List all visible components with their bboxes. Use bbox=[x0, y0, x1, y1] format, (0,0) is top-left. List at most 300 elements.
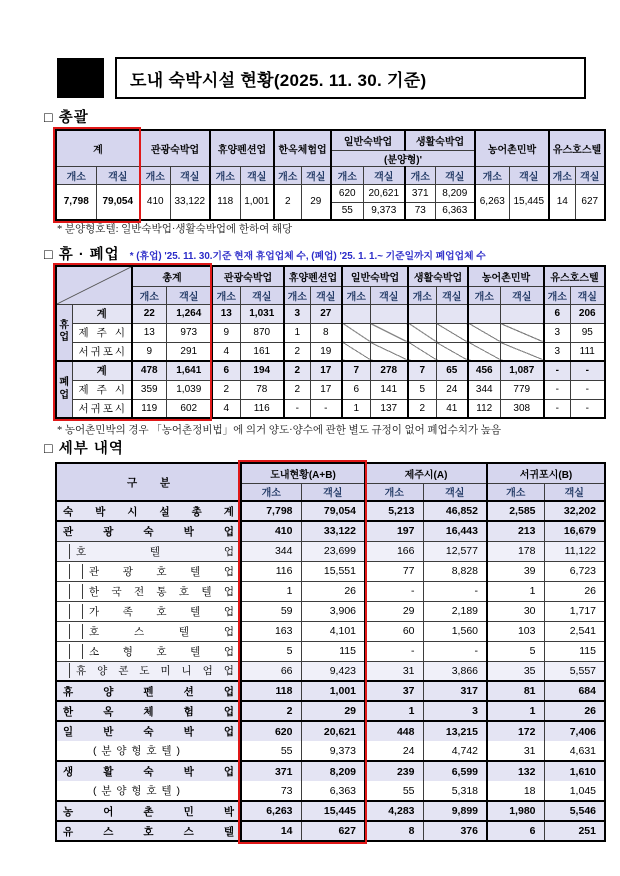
unit-header: 개소 bbox=[274, 166, 301, 184]
unit-header: 개소 bbox=[56, 166, 96, 184]
value-cell: 27 bbox=[310, 304, 342, 323]
value-cell: 2 bbox=[241, 701, 301, 721]
corner-header bbox=[56, 463, 241, 501]
column-header: 유스호스텔 bbox=[544, 266, 605, 286]
unit-header: 객실 bbox=[509, 166, 549, 184]
value-cell: 4,631 bbox=[544, 741, 605, 761]
value-cell: 18 bbox=[487, 781, 544, 801]
value-cell: 11,122 bbox=[544, 541, 605, 561]
unit-header: 개소 bbox=[549, 166, 575, 184]
value-cell: 79,054 bbox=[301, 501, 365, 521]
value-cell: 278 bbox=[370, 361, 408, 380]
title-block bbox=[57, 57, 586, 99]
indent-line bbox=[57, 584, 70, 599]
table-row bbox=[56, 781, 605, 801]
na-cell bbox=[500, 323, 544, 342]
row-label-wrap bbox=[57, 783, 240, 798]
na-cell bbox=[436, 304, 468, 323]
value-cell: 17 bbox=[310, 380, 342, 399]
table-cell bbox=[56, 166, 605, 184]
value-cell: 46,852 bbox=[423, 501, 487, 521]
value-cell: 116 bbox=[241, 561, 301, 581]
value-cell: 26 bbox=[301, 581, 365, 601]
unit-header: 객실 bbox=[500, 286, 544, 304]
table-row bbox=[56, 621, 605, 641]
unit-header: 개소 bbox=[331, 166, 363, 184]
row-label bbox=[56, 701, 241, 721]
na-cell bbox=[370, 304, 408, 323]
unit-header: 객실 bbox=[570, 286, 605, 304]
value-cell: 317 bbox=[423, 681, 487, 701]
cell-label: 서 귀 포 시 bbox=[78, 345, 125, 358]
value-cell: 9 bbox=[132, 342, 166, 361]
value-cell: 35 bbox=[487, 661, 544, 681]
unit-header: 객실 bbox=[301, 483, 365, 501]
value-cell: 1 bbox=[487, 701, 544, 721]
row-label-wrap bbox=[57, 824, 240, 839]
value-cell: 116 bbox=[240, 399, 284, 418]
value-cell: 620 bbox=[241, 721, 301, 741]
row-label bbox=[56, 781, 241, 801]
cell-label: 생 활 숙 박 업 bbox=[63, 766, 234, 778]
value-cell: 6,599 bbox=[423, 761, 487, 781]
cell-label: 호 텔 업 bbox=[76, 545, 234, 558]
value-cell: 19 bbox=[310, 342, 342, 361]
value-cell: 9,423 bbox=[301, 661, 365, 681]
na-cell bbox=[342, 342, 370, 361]
cell-label: 숙 박 시 설 총 계 bbox=[63, 505, 234, 518]
table-row bbox=[56, 601, 605, 621]
value-cell: 24 bbox=[365, 741, 423, 761]
value-cell: 78 bbox=[240, 380, 284, 399]
na-cell bbox=[408, 323, 436, 342]
row-label-wrap bbox=[73, 401, 132, 416]
row-label bbox=[56, 521, 241, 541]
table-row bbox=[56, 342, 605, 361]
value-cell: 410 bbox=[140, 184, 170, 220]
table-row bbox=[56, 641, 605, 661]
cell-label: 한 국 전 통 호 텔 업 bbox=[89, 585, 234, 598]
row-label bbox=[56, 761, 241, 781]
value-cell: 3 bbox=[284, 304, 310, 323]
detail-section-heading: □ 세부 내역 bbox=[44, 441, 124, 457]
value-cell: 163 bbox=[241, 621, 301, 641]
unit-header: 객실 bbox=[575, 166, 605, 184]
column-header: 유스호스텔 bbox=[549, 130, 605, 166]
unit-header: 객실 bbox=[423, 483, 487, 501]
value-cell: 5,318 bbox=[423, 781, 487, 801]
value-cell: 166 bbox=[365, 541, 423, 561]
row-label-wrap bbox=[57, 644, 240, 659]
value-cell: 194 bbox=[240, 361, 284, 380]
unit-header: 개소 bbox=[365, 483, 423, 501]
value-cell: 371 bbox=[241, 761, 301, 781]
value-cell: 6 bbox=[487, 821, 544, 841]
value-cell: 14 bbox=[241, 821, 301, 841]
row-label-wrap bbox=[57, 804, 240, 819]
table-body bbox=[56, 304, 605, 418]
value-cell: 1,001 bbox=[301, 681, 365, 701]
value-cell: 3 bbox=[544, 323, 570, 342]
value-cell: 5,213 bbox=[365, 501, 423, 521]
indent-line bbox=[70, 604, 83, 619]
value-cell: 251 bbox=[544, 821, 605, 841]
value-cell: 9,373 bbox=[363, 202, 405, 220]
cell-label: 휴 양 콘 도 미 니 엄 업 bbox=[76, 665, 234, 678]
value-cell: 2,585 bbox=[487, 501, 544, 521]
cell-label: 관 광 호 텔 업 bbox=[89, 565, 234, 578]
value-cell: 2 bbox=[274, 184, 301, 220]
value-cell: 8 bbox=[310, 323, 342, 342]
value-cell: 213 bbox=[487, 521, 544, 541]
value-cell: 1,264 bbox=[166, 304, 212, 323]
cell-label: 일 반 숙 박 업 bbox=[63, 726, 234, 738]
value-cell: 115 bbox=[301, 641, 365, 661]
value-cell: 3,866 bbox=[423, 661, 487, 681]
unit-header: 개소 bbox=[210, 166, 240, 184]
value-cell: 137 bbox=[370, 399, 408, 418]
cell-label: 서 귀 포 시 bbox=[78, 402, 125, 415]
column-header: 관광숙박업 bbox=[212, 266, 284, 286]
value-cell: 239 bbox=[365, 761, 423, 781]
value-cell: 31 bbox=[487, 741, 544, 761]
value-cell: 95 bbox=[570, 323, 605, 342]
corner-diagonal-cell bbox=[56, 266, 132, 304]
row-label-wrap bbox=[57, 524, 240, 539]
indent-line bbox=[57, 604, 70, 619]
value-cell: 4,283 bbox=[365, 801, 423, 821]
value-cell: - bbox=[423, 641, 487, 661]
row-label-wrap bbox=[73, 382, 132, 397]
value-cell: 2,541 bbox=[544, 621, 605, 641]
value-cell: 16,679 bbox=[544, 521, 605, 541]
na-cell bbox=[436, 323, 468, 342]
value-cell: 79,054 bbox=[96, 184, 140, 220]
value-cell: 206 bbox=[570, 304, 605, 323]
value-cell: - bbox=[544, 361, 570, 380]
indent-line bbox=[57, 564, 70, 579]
table-head bbox=[56, 463, 605, 501]
value-cell: 15,445 bbox=[509, 184, 549, 220]
footnote-overview: * 분양형호텔: 일반숙박업·생활숙박업에 한하여 해당 bbox=[57, 224, 293, 235]
value-cell: 1 bbox=[241, 581, 301, 601]
unit-header: 개소 bbox=[284, 286, 310, 304]
value-cell: 20,621 bbox=[363, 184, 405, 202]
group-label: 휴업 bbox=[56, 304, 72, 361]
value-cell: 13,215 bbox=[423, 721, 487, 741]
cell-label: 구 분 bbox=[127, 476, 170, 489]
value-cell: 13 bbox=[132, 323, 166, 342]
value-cell: 684 bbox=[544, 681, 605, 701]
row-label-wrap bbox=[57, 544, 240, 559]
row-label-wrap bbox=[73, 363, 132, 378]
row-label bbox=[72, 361, 132, 380]
value-cell: 371 bbox=[405, 184, 435, 202]
value-cell: 9,899 bbox=[423, 801, 487, 821]
footnote-closure: * 농어촌민박의 경우 「농어촌정비법」에 의거 양도·양수에 관한 별도 규정이 없어 폐업수치가 높음 bbox=[57, 425, 502, 436]
value-cell: 9 bbox=[212, 323, 240, 342]
value-cell: 17 bbox=[310, 361, 342, 380]
table-row bbox=[56, 661, 605, 681]
na-cell bbox=[370, 342, 408, 361]
value-cell: 55 bbox=[331, 202, 363, 220]
row-label bbox=[56, 601, 241, 621]
black-square-icon bbox=[57, 58, 104, 98]
table-row bbox=[56, 581, 605, 601]
value-cell: 197 bbox=[365, 521, 423, 541]
value-cell: 66 bbox=[241, 661, 301, 681]
unit-header: 객실 bbox=[166, 286, 212, 304]
table-body bbox=[56, 184, 605, 220]
unit-header: 개소 bbox=[544, 286, 570, 304]
overview-table bbox=[55, 129, 606, 221]
value-cell: 410 bbox=[241, 521, 301, 541]
value-cell: 6,363 bbox=[435, 202, 475, 220]
value-cell: - bbox=[544, 399, 570, 418]
value-cell: 3 bbox=[423, 701, 487, 721]
table-row bbox=[56, 721, 605, 741]
value-cell: 29 bbox=[301, 701, 365, 721]
value-cell: 344 bbox=[468, 380, 500, 399]
row-label-wrap bbox=[57, 704, 240, 719]
column-header: 관광숙박업 bbox=[140, 130, 210, 166]
table-cell bbox=[56, 463, 605, 483]
unit-header: 개소 bbox=[241, 483, 301, 501]
corner-header-wrap bbox=[57, 475, 240, 490]
value-cell: 478 bbox=[132, 361, 166, 380]
row-label bbox=[72, 323, 132, 342]
value-cell: - bbox=[365, 581, 423, 601]
row-label bbox=[56, 801, 241, 821]
unit-header: 객실 bbox=[435, 166, 475, 184]
closure-section-heading: □ 휴 · 폐업 bbox=[44, 247, 120, 263]
value-cell: 29 bbox=[301, 184, 331, 220]
value-cell: 1,980 bbox=[487, 801, 544, 821]
value-cell: 4,101 bbox=[301, 621, 365, 641]
value-cell: 112 bbox=[468, 399, 500, 418]
cell-label: 계 bbox=[96, 308, 107, 320]
closure-table bbox=[55, 265, 606, 419]
value-cell: 7 bbox=[408, 361, 436, 380]
value-cell: 1,087 bbox=[500, 361, 544, 380]
value-cell: 23,699 bbox=[301, 541, 365, 561]
row-label bbox=[56, 641, 241, 661]
na-cell bbox=[500, 342, 544, 361]
row-label bbox=[56, 681, 241, 701]
cell-label: 제 주 시 bbox=[78, 384, 125, 396]
unit-header: 객실 bbox=[170, 166, 210, 184]
value-cell: 6 bbox=[342, 380, 370, 399]
row-label bbox=[72, 399, 132, 418]
value-cell: 118 bbox=[210, 184, 240, 220]
cell-label: 유 스 호 스 텔 bbox=[63, 825, 234, 838]
row-label bbox=[56, 581, 241, 601]
value-cell: 103 bbox=[487, 621, 544, 641]
column-header: 한옥체험업 bbox=[274, 130, 331, 166]
column-header: 계 bbox=[56, 130, 140, 166]
unit-header: 개소 bbox=[487, 483, 544, 501]
table-row bbox=[56, 361, 605, 380]
value-cell: 2,189 bbox=[423, 601, 487, 621]
value-cell: 5 bbox=[408, 380, 436, 399]
value-cell: 6,363 bbox=[301, 781, 365, 801]
unit-header: 객실 bbox=[96, 166, 140, 184]
value-cell: 26 bbox=[544, 701, 605, 721]
unit-header: 개소 bbox=[405, 166, 435, 184]
table-row bbox=[56, 761, 605, 781]
unit-header: 개소 bbox=[342, 286, 370, 304]
row-label-wrap bbox=[73, 344, 132, 359]
row-label bbox=[56, 501, 241, 521]
na-cell bbox=[370, 323, 408, 342]
column-header: 농어촌민박 bbox=[468, 266, 544, 286]
value-cell: 4 bbox=[212, 342, 240, 361]
column-header: 총계 bbox=[132, 266, 212, 286]
value-cell: 22 bbox=[132, 304, 166, 323]
indent-line bbox=[70, 564, 83, 579]
value-cell: 65 bbox=[436, 361, 468, 380]
table-row bbox=[56, 541, 605, 561]
value-cell: 308 bbox=[500, 399, 544, 418]
row-label-wrap bbox=[57, 604, 240, 619]
table-row bbox=[56, 561, 605, 581]
value-cell: 111 bbox=[570, 342, 605, 361]
value-cell: 59 bbox=[241, 601, 301, 621]
na-cell bbox=[468, 323, 500, 342]
na-cell bbox=[500, 304, 544, 323]
closure-note: * (휴업) '25. 11. 30.기준 현재 휴업업체 수, (폐업) '25. 1. 1.~ 기준일까지 폐업업체 수 bbox=[129, 251, 486, 262]
value-cell: - bbox=[310, 399, 342, 418]
table-head bbox=[56, 266, 605, 304]
cell-label: 소 형 호 텔 업 bbox=[89, 645, 234, 658]
row-label bbox=[72, 304, 132, 323]
value-cell: 6,723 bbox=[544, 561, 605, 581]
cell-label: 제 주 시 bbox=[78, 327, 125, 339]
value-cell: 14 bbox=[549, 184, 575, 220]
value-cell: 627 bbox=[575, 184, 605, 220]
unit-header: 객실 bbox=[310, 286, 342, 304]
table-row bbox=[56, 501, 605, 521]
value-cell: 8,828 bbox=[423, 561, 487, 581]
value-cell: 1,001 bbox=[240, 184, 274, 220]
value-cell: 178 bbox=[487, 541, 544, 561]
value-cell: 37 bbox=[365, 681, 423, 701]
unit-header: 객실 bbox=[301, 166, 331, 184]
value-cell: 6,263 bbox=[241, 801, 301, 821]
na-cell bbox=[342, 304, 370, 323]
row-label-wrap bbox=[57, 663, 240, 678]
value-cell: 9,373 bbox=[301, 741, 365, 761]
value-cell: 1,560 bbox=[423, 621, 487, 641]
value-cell: 973 bbox=[166, 323, 212, 342]
value-cell: 376 bbox=[423, 821, 487, 841]
value-cell: 6,263 bbox=[475, 184, 509, 220]
detail-table-wrap bbox=[55, 462, 606, 842]
table-row bbox=[56, 701, 605, 721]
value-cell: 33,122 bbox=[301, 521, 365, 541]
value-cell: - bbox=[570, 399, 605, 418]
row-label bbox=[56, 741, 241, 761]
table-cell bbox=[56, 130, 605, 150]
value-cell: 5 bbox=[487, 641, 544, 661]
row-label-wrap bbox=[57, 764, 240, 779]
value-cell: 73 bbox=[241, 781, 301, 801]
value-cell: 26 bbox=[544, 581, 605, 601]
value-cell: - bbox=[365, 641, 423, 661]
unit-header: 객실 bbox=[240, 166, 274, 184]
cell-label: 관 광 숙 박 업 bbox=[63, 525, 234, 538]
value-cell: 20,621 bbox=[301, 721, 365, 741]
value-cell: 77 bbox=[365, 561, 423, 581]
closure-section-heading-row bbox=[44, 243, 486, 264]
value-cell: 1,045 bbox=[544, 781, 605, 801]
table-row bbox=[56, 399, 605, 418]
page-title: 도내 숙박시설 현황(2025. 11. 30. 기준) bbox=[130, 70, 427, 90]
value-cell: 344 bbox=[241, 541, 301, 561]
table-row bbox=[56, 323, 605, 342]
overview-section-heading: □ 총괄 bbox=[44, 110, 89, 126]
column-header: 일반숙박업 bbox=[342, 266, 408, 286]
row-label-wrap bbox=[57, 684, 240, 699]
value-cell: 4 bbox=[212, 399, 240, 418]
column-header: 생활숙박업 bbox=[408, 266, 468, 286]
cell-label: 호 스 텔 업 bbox=[89, 625, 234, 638]
presale-subheader: (분양형)' bbox=[331, 150, 475, 166]
value-cell: 2 bbox=[212, 380, 240, 399]
value-cell: 7,798 bbox=[241, 501, 301, 521]
value-cell: 60 bbox=[365, 621, 423, 641]
value-cell: 1,717 bbox=[544, 601, 605, 621]
value-cell: 620 bbox=[331, 184, 363, 202]
column-header: 서귀포시(B) bbox=[487, 463, 605, 483]
overview-table-wrap bbox=[55, 129, 606, 221]
value-cell: - bbox=[570, 361, 605, 380]
row-label-wrap bbox=[73, 306, 132, 321]
row-label bbox=[72, 342, 132, 361]
value-cell: 73 bbox=[405, 202, 435, 220]
value-cell: 39 bbox=[487, 561, 544, 581]
value-cell: 359 bbox=[132, 380, 166, 399]
unit-header: 개소 bbox=[475, 166, 509, 184]
value-cell: 118 bbox=[241, 681, 301, 701]
unit-header: 객실 bbox=[240, 286, 284, 304]
row-label-wrap bbox=[57, 584, 240, 599]
value-cell: 1,641 bbox=[166, 361, 212, 380]
value-cell: 6 bbox=[544, 304, 570, 323]
value-cell: 33,122 bbox=[170, 184, 210, 220]
value-cell: 132 bbox=[487, 761, 544, 781]
value-cell: 4,742 bbox=[423, 741, 487, 761]
cell-label: ( 분 양 형 호 텔 ) bbox=[93, 784, 180, 797]
value-cell: 5 bbox=[241, 641, 301, 661]
na-cell bbox=[408, 342, 436, 361]
value-cell: - bbox=[544, 380, 570, 399]
row-label-wrap bbox=[57, 624, 240, 639]
value-cell: 1 bbox=[487, 581, 544, 601]
na-cell bbox=[408, 304, 436, 323]
indent-line bbox=[70, 624, 83, 639]
value-cell: 8 bbox=[365, 821, 423, 841]
row-label-wrap bbox=[57, 743, 240, 758]
cell-label: 한 옥 체 험 업 bbox=[63, 705, 234, 718]
value-cell: 16,443 bbox=[423, 521, 487, 541]
value-cell: 29 bbox=[365, 601, 423, 621]
detail-table bbox=[55, 462, 606, 842]
row-label bbox=[56, 661, 241, 681]
value-cell: 627 bbox=[301, 821, 365, 841]
table-row bbox=[56, 821, 605, 841]
value-cell: 8,209 bbox=[301, 761, 365, 781]
